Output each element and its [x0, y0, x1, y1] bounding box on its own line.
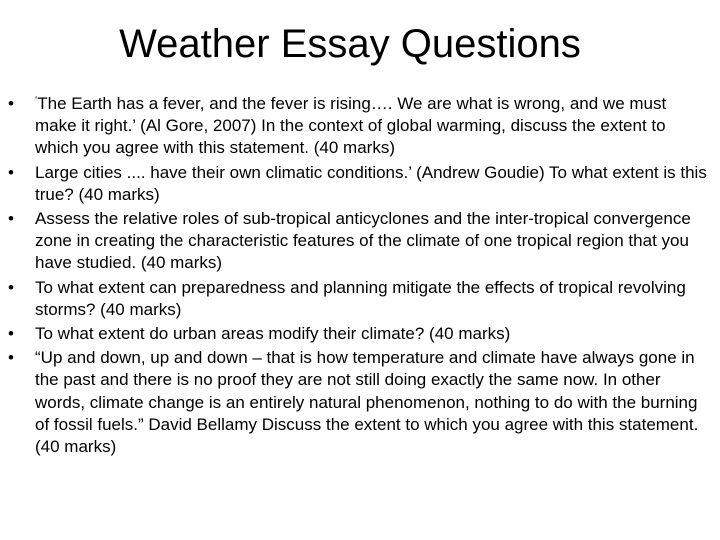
- question-list: [0, 93, 720, 460]
- question-text: The Earth has a fever, and the fever is rising…. We are what is wrong, and we must make it right.’ (Al Gore, 2007) In the context of global warming, discuss the extent to which you agree with this statement. (40 marks): [35, 94, 667, 158]
- question-text: Large cities .... have their own climatic conditions.’ (Andrew Goudie) To what extent is this true? (40 marks): [35, 162, 707, 204]
- question-item-3: [0, 208, 720, 275]
- question-item-1: [0, 93, 720, 160]
- question-item-4: [0, 277, 720, 321]
- question-text: “Up and down, up and down – that is how temperature and climate have always gone in the past and there is no proof they are not still doing exactly the same now. In other words, climate change is an entirely natural phenomenon, nothing to do with the burning of fossil fuels.” David Bellamy Discuss the extent to which you agree with this statement. (40 marks): [35, 348, 699, 457]
- bullet-icon: •: [8, 324, 14, 344]
- question-text: To what extent can preparedness and planning mitigate the effects of tropical revolving storms? (40 marks): [35, 277, 686, 319]
- question-text: To what extent do urban areas modify their climate? (40 marks): [35, 324, 511, 344]
- bullet-icon: •: [8, 94, 14, 113]
- question-item-5: [0, 323, 720, 345]
- bullet-icon: •: [8, 209, 14, 229]
- bullet-icon: •: [8, 348, 14, 368]
- slide-title: Weather Essay Questions: [119, 22, 581, 66]
- question-text: Assess the relative roles of sub-tropical anticyclones and the inter-tropical convergence zone in creating the characteristic features of the climate of one tropical region that you have studied. (40 marks): [35, 209, 691, 273]
- bullet-icon: •: [8, 277, 14, 297]
- opening-quote-mark: ‘: [35, 95, 38, 106]
- question-item-2: [0, 162, 720, 206]
- bullet-icon: •: [8, 162, 14, 182]
- question-item-6: [0, 347, 720, 458]
